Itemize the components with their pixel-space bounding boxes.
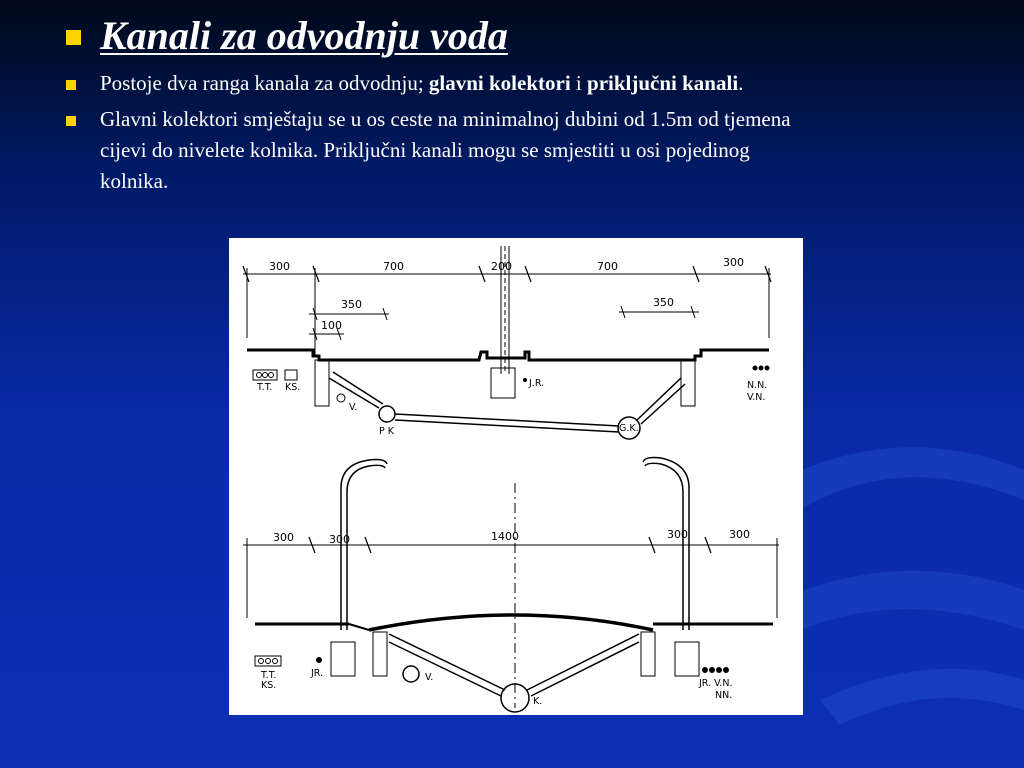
label-pk: P K	[379, 426, 394, 437]
label-v: V.	[425, 672, 434, 683]
dim-label: 350	[341, 298, 362, 311]
label-jr: J.R.	[529, 378, 545, 389]
label-jr: JR.	[311, 668, 324, 679]
dim-label: 300	[269, 260, 290, 273]
slide-title: Kanali za odvodnju voda	[100, 13, 508, 58]
label-k: K.	[533, 696, 543, 707]
bullet-icon	[66, 80, 76, 90]
bullet-1-bold-main: glavni kolektori	[428, 71, 571, 95]
dim-label: 300	[723, 256, 744, 269]
dim-label: 300	[329, 533, 350, 546]
bullet-1-bold-connect: priključni kanali	[587, 71, 739, 95]
bullet-2-text	[100, 104, 791, 197]
bullet-2-line: Glavni kolektori smještaju se u os ceste na minimalnoj dubini od 1.5m od tjemena	[100, 107, 791, 131]
label-v: V.	[349, 402, 358, 413]
label-vn: V.N.	[747, 392, 766, 403]
label-tt: T.T.	[261, 670, 277, 681]
cross-section-drawing	[229, 238, 803, 715]
dim-label: 350	[653, 296, 674, 309]
bullet-2-line: cijevi do nivelete kolnika. Priključni kanali mogu se smjestiti u osi pojedinog	[100, 138, 750, 162]
dim-label: 100	[321, 319, 342, 332]
bullet-1-part: Postoje dva ranga kanala za odvodnju;	[100, 71, 429, 95]
bullet-1-text	[100, 68, 743, 99]
dim-label: 1400	[491, 530, 519, 543]
bullet-2-line: kolnika.	[100, 169, 169, 193]
title-bullet-icon	[66, 30, 81, 45]
bullet-1-part: .	[738, 71, 744, 95]
dim-label: 300	[729, 528, 750, 541]
dim-label: 700	[597, 260, 618, 273]
label-nn: NN.	[715, 690, 733, 701]
bullet-icon	[66, 116, 76, 126]
dim-label: 300	[273, 531, 294, 544]
dim-label: 700	[383, 260, 404, 273]
dim-label: 200	[491, 260, 512, 273]
label-tt: T.T.	[257, 382, 273, 393]
label-gk: G.K.	[619, 423, 639, 434]
road-cross-section-figure	[229, 238, 803, 715]
label-ks: KS.	[261, 680, 277, 691]
label-ks: KS.	[285, 382, 301, 393]
dim-label: 300	[667, 528, 688, 541]
bullet-1-part: i	[570, 71, 588, 95]
label-jr-vn: JR. V.N.	[699, 678, 733, 689]
label-nn: N.N.	[747, 380, 768, 391]
